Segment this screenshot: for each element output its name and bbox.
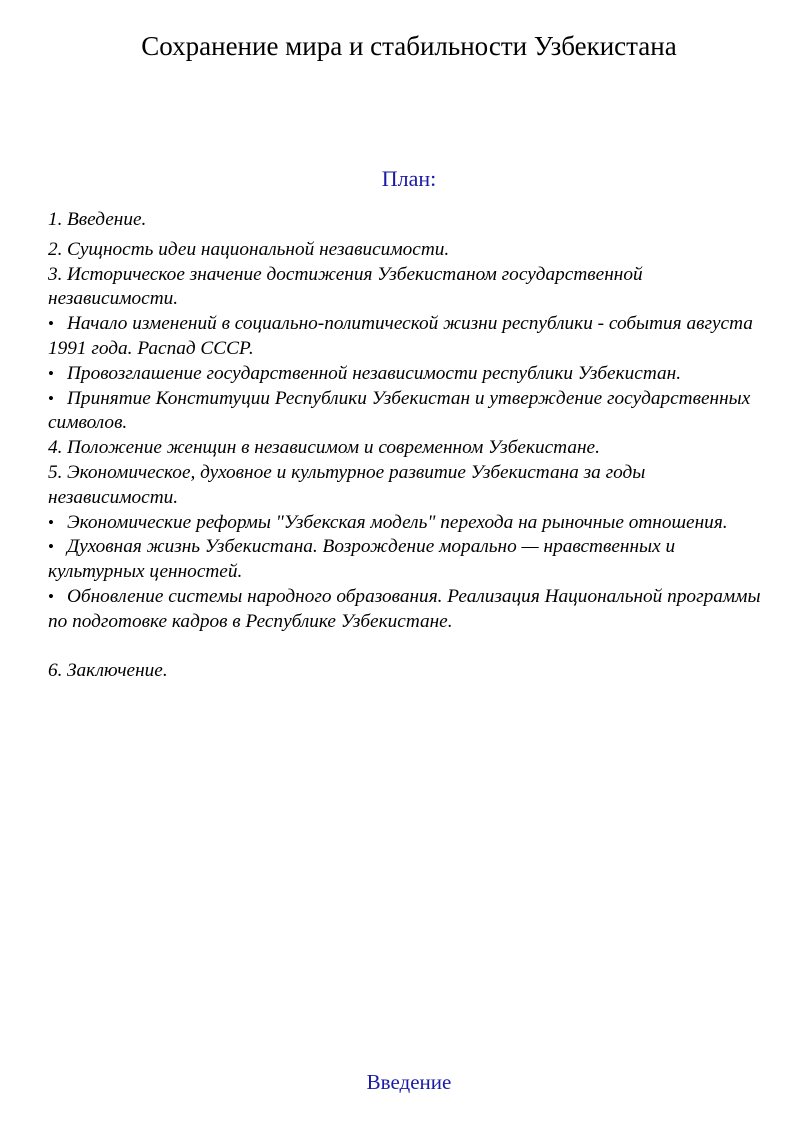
plan-item-text: Положение женщин в независимом и современном Узбекистане.	[67, 437, 600, 459]
plan-heading: План:	[381, 166, 437, 191]
plan-item-marker: 5.	[48, 461, 63, 483]
page-title: Сохранение мира и стабильности Узбекистана	[141, 31, 677, 61]
plan-item-marker: 2.	[48, 238, 63, 260]
bullet-icon: •	[48, 388, 54, 408]
bullet-icon: •	[48, 363, 54, 383]
plan-item-6	[48, 659, 768, 684]
plan-item-5	[48, 461, 768, 511]
plan-item-1	[48, 208, 768, 233]
plan-item-4	[48, 436, 768, 461]
bullet-icon: •	[48, 586, 54, 606]
plan-item-text: Обновление системы народного образования. Реализация Национальной программы по подготовке кадров в Республике Узбекистане.	[48, 585, 761, 632]
plan-item-text: Принятие Конституции Республики Узбекистан и утверждение государственных символов.	[48, 387, 751, 434]
plan-item-2	[48, 238, 768, 263]
plan-subitem-bullet	[48, 362, 768, 387]
plan-subitem-bullet	[48, 585, 768, 635]
plan-item-text: Начало изменений в социально-политической жизни республики - события августа 1991 года. Распад СССР.	[48, 313, 753, 359]
plan-item-text: Экономическое, духовное и культурное развитие Узбекистана за годы независимости.	[48, 461, 646, 508]
plan-item-marker: 1.	[48, 209, 63, 230]
plan-item-marker: 6.	[48, 659, 63, 681]
plan-item-text: Экономические реформы "Узбекская модель" перехода на рыночные отношения.	[67, 511, 728, 533]
plan-subitem-bullet	[48, 312, 768, 362]
plan-item-text: Введение.	[67, 209, 147, 230]
plan-subitem-bullet	[48, 387, 768, 437]
section-heading-introduction: Введение	[366, 1070, 452, 1094]
bullet-icon: •	[48, 537, 54, 557]
plan-item-text: Духовная жизнь Узбекистана. Возрождение морально — нравственных и культурных ценностей.	[48, 536, 676, 583]
plan-item-marker: 4.	[48, 437, 63, 459]
plan-item-text: Заключение.	[67, 659, 168, 681]
plan-item-text: Сущность идеи национальной независимости.	[67, 238, 450, 260]
plan-subitem-bullet	[48, 535, 768, 585]
bullet-icon: •	[48, 314, 54, 334]
plan-item-3	[48, 263, 768, 313]
bullet-icon: •	[48, 512, 54, 532]
plan-list	[48, 208, 768, 683]
plan-item-marker: 3.	[48, 263, 63, 285]
plan-item-text: Провозглашение государственной независимости республики Узбекистан.	[67, 362, 682, 384]
plan-subitem-bullet	[48, 511, 768, 536]
plan-item-text: Историческое значение достижения Узбекистаном государственной независимости.	[48, 263, 643, 310]
